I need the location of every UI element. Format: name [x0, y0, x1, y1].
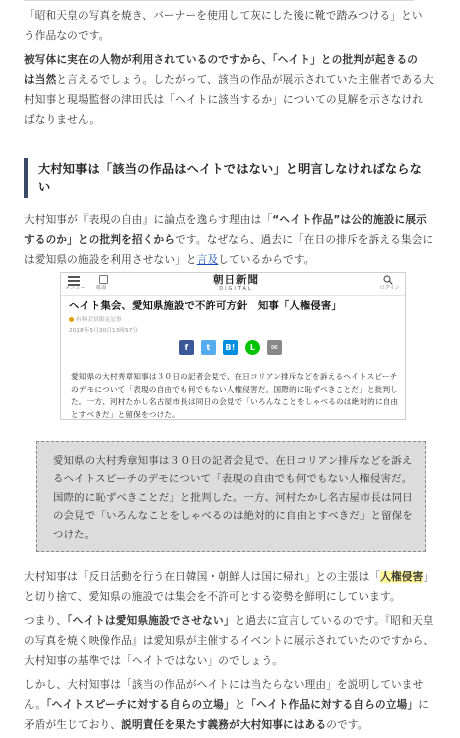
line-share-icon[interactable]: L — [245, 340, 260, 355]
p6-e: に矛盾が生じており、 — [24, 699, 429, 731]
news-date: 2018年5月30日13時57分 — [69, 328, 139, 334]
p6-g: のです。 — [326, 719, 369, 731]
p5-a: つまり、 — [24, 615, 68, 627]
newspaper-label: 紙面 — [96, 285, 107, 291]
p6-f: 説明責任を果たす義務が大村知事にはある — [121, 719, 327, 731]
p3-a: 大村知事が『表現の自由』に論点を逸らす理由は「 — [24, 214, 273, 226]
paragraph-freedom-of-expression — [24, 210, 436, 270]
p6-c: と — [234, 699, 246, 711]
p2-line-2-strong: は当然 — [24, 74, 57, 86]
news-header — [61, 273, 405, 296]
p2-line-4: ばなりません。 — [24, 114, 101, 126]
p4-b-highlight: 人権侵害 — [380, 571, 424, 583]
paragraph-declaration — [24, 611, 436, 671]
p6-a: しかし、大村知事は「該当の作品がヘイトには当たらない理由」を説明していません。 — [24, 679, 424, 711]
lock-icon — [69, 317, 74, 322]
asahi-logo-sub: DIGITAL — [219, 286, 253, 292]
section-heading: 大村知事は「該当の作品はヘイトではない」と明言しなければならない — [24, 158, 434, 198]
members-only-badge — [69, 316, 122, 324]
p3-d: しているからです。 — [218, 254, 315, 266]
quoted-text-box: 愛知県の大村秀章知事は３０日の記者会見で、在日コリアン排斥などを訴えるヘイトスピーチのデモについて「表現の自由でも何でもない人権侵害だ。国際的に恥ずべきことだ」と批判した。一方、河村たかし名古屋市長は同日の会見で「いろんなことをしゃべるのは絶対的に自由とすべきだ」と留保をつけた。 — [36, 441, 426, 552]
p2-line-3: 村知事と現場監督の津田氏は「ヘイトに該当するか」についての見解を示さなけれ — [24, 94, 424, 106]
intro-line-2: う作品なのです。 — [24, 30, 110, 42]
news-headline: ヘイト集会、愛知県施設で不許可方針 知事「人権侵害」 — [69, 300, 342, 312]
news-body: 愛知県の大村秀章知事は３０日の記者会見で、在日コリアン排斥などを訴えるヘイトスピーチのデモについて「表現の自由でも何でもない人権侵害だ。国際的に恥ずべきことだ」と批判した。一方、河村たかし名古屋市長は同日の会見で「いろんなことをしゃべるのは絶対的に自由とすべきだ」と留保をつけた。 — [71, 372, 399, 419]
p5-b: 「ヘイトは愛知県施設でさせない」 — [67, 615, 235, 627]
mail-share-icon[interactable]: ✉ — [267, 340, 282, 355]
divider — [24, 0, 414, 1]
facebook-share-icon[interactable]: f — [179, 340, 194, 355]
p2-line-1: 被写体に実在の人物が利用されているのですから、「ヘイト」との批判が起きるの — [24, 54, 419, 66]
p4-a: 大村知事は「反日活動を行う在日韓国・朝鮮人は国に帰れ」との主張は「 — [24, 571, 381, 583]
p3-b: “ヘイト作品”は公的施設に展示するのか」との批判を招くから — [24, 214, 427, 246]
paragraph-contradiction — [24, 675, 436, 735]
menu-label: メニュー — [65, 285, 86, 291]
login-label: ログイン — [379, 285, 400, 291]
p3-c: です。なぜなら、過去に「在日の排斥を訴える集会には愛知県の施設を利用させない」と — [24, 234, 434, 266]
p6-b: 「ヘイトスピーチに対する自らの立場」 — [46, 699, 235, 711]
paragraph-hate-criticism — [24, 50, 436, 130]
news-article-screenshot — [60, 272, 406, 420]
members-only-label: 有料会員限定記事 — [76, 317, 122, 323]
newspaper-icon — [99, 275, 108, 284]
intro-line-1: 「昭和天皇の写真を焼き、バーナーを使用して灰にした後に靴で踏みつける」とい — [24, 10, 423, 22]
p4-c: 」と切り捨て、愛知県の施設では集会を不許可とする姿勢を鮮明にしています。 — [24, 571, 435, 603]
p2-line-2-rest: と言えるでしょう。したがって、該当の作品が展示されていた主催者である大 — [56, 74, 434, 86]
reference-link[interactable]: 言及 — [196, 254, 219, 266]
search-icon — [383, 275, 393, 285]
paragraph-human-rights — [24, 567, 436, 607]
p6-d: 「ヘイト作品に対する自らの立場」 — [245, 699, 419, 711]
twitter-share-icon[interactable]: t — [201, 340, 216, 355]
asahi-logo: 朝日新聞 — [213, 274, 259, 286]
p5-c: と過去に宣言しているのです。『昭和天皇の写真を焼く映像作品』は愛知県が主催するイベントに展示されていたのですから、大村知事の基準では「ヘイトではない」のでしょう。 — [24, 615, 435, 667]
intro-paragraph — [24, 6, 436, 46]
hatena-bookmark-icon[interactable]: B! — [223, 340, 238, 355]
